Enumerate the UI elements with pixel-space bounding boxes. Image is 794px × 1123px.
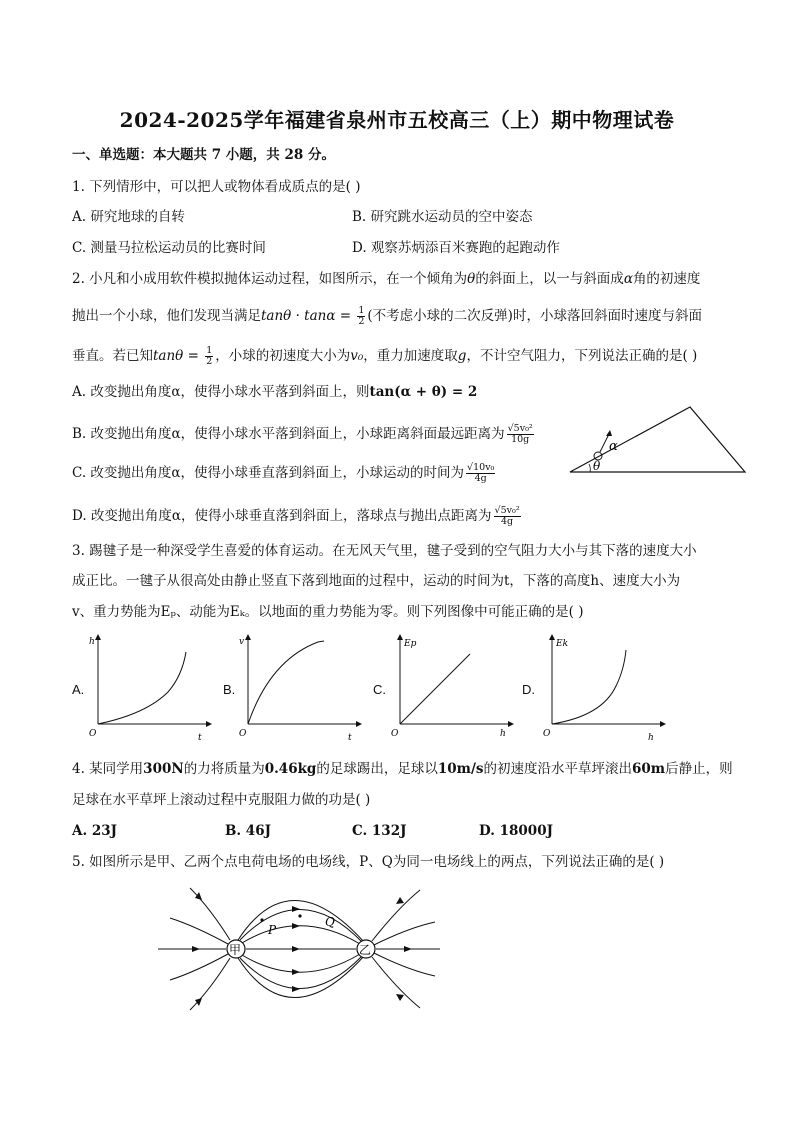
question-3-line-1: 3. 踢毽子是一种深受学生喜爱的体育运动。在无风天气里，毽子受到的空气阻力大小与其下落的速度大小 <box>72 543 697 559</box>
svg-text:h: h <box>648 733 654 743</box>
charge-jia-label: 甲 <box>229 943 242 957</box>
q1-option-b[interactable]: B. 研究跳水运动员的空中姿态 <box>352 209 533 225</box>
question-3-line-2: 成正比。一毽子从很高处由静止竖直下落到地面的过程中，运动的时间为t，下落的高度h、速度大小为 <box>72 573 681 589</box>
q2-option-b[interactable]: B. 改变抛出角度α，使得小球水平落到斜面上，小球距离斜面最远距离为 $\frac{\text{√5v₀²}}{10g}$ <box>72 423 533 445</box>
q1-option-c[interactable]: C. 测量马拉松运动员的比赛时间 <box>72 240 266 256</box>
exam-title: 2024-2025学年福建省泉州市五校高三（上）期中物理试卷 <box>119 108 675 132</box>
graph-b-curve <box>248 641 324 724</box>
q4-option-b[interactable]: B. 46J <box>225 823 271 839</box>
q4-option-d[interactable]: D. 18000J <box>479 823 553 839</box>
graph-d <box>540 632 670 744</box>
question-2-line-1: 2. 小凡和小成用软件模拟抛体运动过程，如图所示，在一个倾角为θ的斜面上，以一与斜面成α角的初速度 <box>72 271 701 287</box>
graph-a-curve <box>98 652 186 724</box>
section-heading: 一、单选题：本大题共 7 小题，共 28 分。 <box>72 147 335 163</box>
svg-text:O: O <box>239 729 247 739</box>
svg-text:O: O <box>543 729 551 739</box>
point-p-label: P <box>268 923 277 937</box>
electric-field-figure <box>150 868 450 1033</box>
svg-text:Ek: Ek <box>556 639 569 649</box>
svg-text:O: O <box>89 729 97 739</box>
graph-d-curve <box>552 650 626 724</box>
q2-option-d[interactable]: D. 改变抛出角度α，使得小球垂直落到斜面上，落球点与抛出点距离为 $\frac{\text{√5v₀²}}{4g}$ <box>72 505 520 527</box>
question-5-stem: 5. 如图所示是甲、乙两个点电荷电场的电场线，P、Q为同一电场线上的两点，下列说法正确的是( ) <box>72 854 665 870</box>
q4-option-a[interactable]: A. 23J <box>72 823 118 839</box>
question-2-line-2: 抛出一个小球，他们发现当满足tanθ · tanα = $\frac{1}{2}$ (不考虑小球的二次反弹)时，小球落回斜面时速度与斜面 <box>72 305 702 327</box>
graph-c <box>388 632 518 744</box>
fig-alpha-label: α <box>609 439 618 454</box>
graph-b-label[interactable]: B. <box>223 682 236 697</box>
graph-a-label[interactable]: A. <box>72 682 85 697</box>
point-q-label: Q <box>325 915 335 929</box>
svg-text:O: O <box>391 729 399 739</box>
graph-b <box>236 632 366 744</box>
graph-d-label[interactable]: D. <box>522 682 535 697</box>
question-3-line-3: v、重力势能为Eₚ、动能为Eₖ。以地面的重力势能为零。则下列图像中可能正确的是( ) <box>72 604 584 620</box>
question-4-line-2: 足球在水平草坪上滚动过程中克服阻力做的功是( ) <box>72 792 371 808</box>
svg-text:v: v <box>239 637 245 647</box>
graph-c-line <box>400 654 470 724</box>
svg-text:h: h <box>89 637 95 647</box>
q1-option-d[interactable]: D. 观察苏炳添百米赛跑的起跑动作 <box>352 240 560 256</box>
svg-text:Ep: Ep <box>404 639 417 649</box>
question-2-line-3: 垂直。若已知tanθ = $\frac{1}{2}$ ，小球的初速度大小为v₀，重力加速度取g，不计空气阻力，下列说法正确的是( ) <box>72 345 698 367</box>
q2-option-a[interactable]: A. 改变抛出角度α，使得小球水平落到斜面上，则tan(α + θ) = 2 <box>72 384 478 400</box>
q1-option-a[interactable]: A. 研究地球的自转 <box>72 209 185 225</box>
graph-c-label[interactable]: C. <box>373 682 386 697</box>
question-4-line-1: 4. 某同学用300N的力将质量为0.46kg的足球踢出，足球以10m/s的初速度沿水平草坪滚出60m后静止，则 <box>72 761 733 777</box>
fig-theta-label: θ <box>593 459 601 473</box>
incline-figure <box>560 400 754 480</box>
svg-text:h: h <box>500 729 506 739</box>
svg-text:t: t <box>348 733 352 743</box>
graph-a <box>86 632 216 744</box>
q2-option-c[interactable]: C. 改变抛出角度α，使得小球垂直落到斜面上，小球运动的时间为 $\frac{\text{√10v₀}}{4g}$ <box>72 462 495 484</box>
question-1-stem: 1. 下列情形中，可以把人或物体看成质点的是( ) <box>72 179 361 195</box>
charge-yi-label: 乙 <box>359 943 372 957</box>
svg-text:t: t <box>198 733 202 743</box>
q4-option-c[interactable]: C. 132J <box>352 823 407 839</box>
